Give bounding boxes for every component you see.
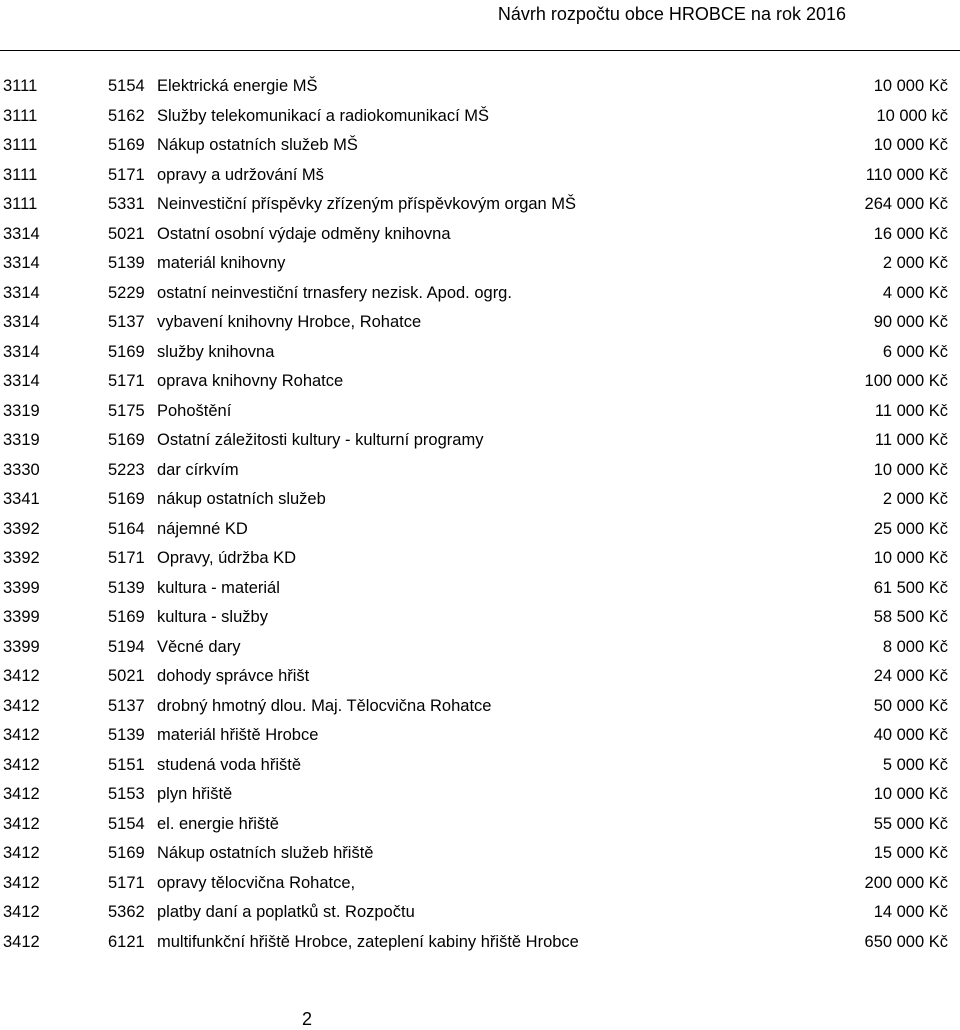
item-name-cell: Věcné dary — [157, 637, 241, 656]
table-row — [0, 308, 960, 338]
amount-cell: 14 000 Kč — [873, 903, 948, 921]
paragraf-cell: 3399 — [3, 637, 40, 656]
paragraf-cell: 3412 — [3, 785, 40, 803]
polozka-cell: 5153 — [108, 785, 145, 803]
paragraf-cell: 3392 — [3, 519, 40, 538]
amount-cell: 25 000 Kč — [873, 519, 948, 538]
table-row — [0, 102, 960, 132]
amount-cell: 11 000 Kč — [874, 401, 948, 420]
paragraf-cell: 3314 — [3, 283, 40, 302]
budget-table — [0, 72, 960, 957]
amount-cell: 11 000 Kč — [874, 431, 948, 449]
amount-cell: 61 500 Kč — [873, 578, 948, 597]
paragraf-cell: 3111 — [3, 77, 38, 95]
amount-cell: 10 000 kč — [876, 106, 948, 125]
table-row — [0, 485, 960, 515]
paragraf-cell: 3111 — [3, 165, 38, 184]
paragraf-cell: 3412 — [3, 873, 40, 892]
item-name-cell: Ostatní záležitosti kultury - kulturní programy — [157, 431, 484, 449]
item-name-cell: vybavení knihovny Hrobce, Rohatce — [157, 313, 422, 331]
amount-cell: 24 000 Kč — [873, 667, 948, 685]
amount-cell: 10 000 Kč — [873, 785, 948, 803]
polozka-cell: 6121 — [108, 932, 145, 951]
table-row — [0, 190, 960, 220]
paragraf-cell: 3412 — [3, 696, 40, 715]
paragraf-cell: 3392 — [3, 549, 40, 567]
table-row — [0, 574, 960, 604]
table-row — [0, 544, 960, 574]
amount-cell: 5 000 Kč — [882, 755, 948, 774]
table-row — [0, 662, 960, 692]
polozka-cell: 5169 — [108, 608, 145, 626]
item-name-cell: materiál knihovny — [157, 254, 286, 272]
amount-cell: 58 500 Kč — [873, 608, 948, 626]
amount-cell: 10 000 Kč — [873, 77, 948, 95]
amount-cell: 4 000 Kč — [882, 283, 948, 302]
amount-cell: 650 000 Kč — [864, 932, 948, 951]
amount-cell: 2 000 Kč — [882, 254, 948, 272]
polozka-cell: 5223 — [108, 460, 145, 479]
table-row — [0, 279, 960, 309]
polozka-cell: 5331 — [108, 195, 145, 213]
amount-cell: 10 000 Kč — [873, 460, 948, 479]
item-name-cell: platby daní a poplatků st. Rozpočtu — [157, 903, 415, 921]
paragraf-cell: 3319 — [3, 401, 40, 420]
item-name-cell: Služby telekomunikací a radiokomunikací MŠ — [157, 106, 489, 125]
amount-cell: 110 000 Kč — [865, 165, 948, 184]
item-name-cell: Nákup ostatních služeb MŠ — [157, 136, 358, 154]
amount-cell: 8 000 Kč — [882, 637, 948, 656]
item-name-cell: drobný hmotný dlou. Maj. Tělocvična Rohatce — [157, 696, 492, 715]
amount-cell: 50 000 Kč — [873, 696, 948, 715]
item-name-cell: Ostatní osobní výdaje odměny knihovna — [157, 224, 451, 243]
amount-cell: 6 000 Kč — [882, 342, 948, 361]
paragraf-cell: 3314 — [3, 313, 40, 331]
table-row — [0, 898, 960, 928]
paragraf-cell: 3314 — [3, 372, 40, 390]
paragraf-cell: 3412 — [3, 667, 40, 685]
table-row — [0, 603, 960, 633]
table-row — [0, 72, 960, 102]
table-row — [0, 869, 960, 899]
polozka-cell: 5229 — [108, 283, 145, 302]
paragraf-cell: 3319 — [3, 431, 40, 449]
table-row — [0, 220, 960, 250]
polozka-cell: 5021 — [108, 667, 145, 685]
paragraf-cell: 3399 — [3, 608, 40, 626]
amount-cell: 200 000 Kč — [864, 873, 948, 892]
polozka-cell: 5139 — [108, 726, 145, 744]
amount-cell: 10 000 Kč — [873, 136, 948, 154]
paragraf-cell: 3412 — [3, 903, 40, 921]
polozka-cell: 5169 — [108, 431, 145, 449]
paragraf-cell: 3314 — [3, 254, 40, 272]
paragraf-cell: 3341 — [3, 490, 40, 508]
item-name-cell: kultura - služby — [157, 608, 268, 626]
polozka-cell: 5162 — [108, 106, 145, 125]
polozka-cell: 5169 — [108, 490, 145, 508]
table-row — [0, 161, 960, 191]
polozka-cell: 5169 — [108, 136, 145, 154]
amount-cell: 100 000 Kč — [864, 372, 948, 390]
amount-cell: 16 000 Kč — [873, 224, 948, 243]
polozka-cell: 5164 — [108, 519, 145, 538]
item-name-cell: Opravy, údržba KD — [157, 549, 297, 567]
amount-cell: 40 000 Kč — [873, 726, 948, 744]
paragraf-cell: 3412 — [3, 932, 40, 951]
table-row — [0, 839, 960, 869]
table-row — [0, 131, 960, 161]
paragraf-cell: 3412 — [3, 755, 40, 774]
paragraf-cell: 3330 — [3, 460, 40, 479]
page-header — [0, 0, 960, 51]
document-title: Návrh rozpočtu obce HROBCE na rok 2016 — [497, 4, 846, 24]
item-name-cell: studená voda hřiště — [157, 755, 302, 774]
amount-cell: 264 000 Kč — [864, 195, 948, 213]
table-row — [0, 367, 960, 397]
paragraf-cell: 3111 — [3, 106, 38, 125]
item-name-cell: Neinvestiční příspěvky zřízeným příspěvkovým organ MŠ — [157, 195, 577, 213]
amount-cell: 15 000 Kč — [873, 844, 948, 862]
table-row — [0, 692, 960, 722]
table-row — [0, 515, 960, 545]
polozka-cell: 5139 — [108, 254, 145, 272]
item-name-cell: dohody správce hřišt — [157, 667, 310, 685]
item-name-cell: multifunkční hřiště Hrobce, zateplení kabiny hřiště Hrobce — [157, 932, 579, 951]
polozka-cell: 5175 — [108, 401, 145, 420]
amount-cell: 10 000 Kč — [873, 549, 948, 567]
amount-cell: 2 000 Kč — [882, 490, 948, 508]
table-row — [0, 633, 960, 663]
paragraf-cell: 3412 — [3, 844, 40, 862]
table-row — [0, 721, 960, 751]
amount-cell: 90 000 Kč — [873, 313, 948, 331]
table-row — [0, 456, 960, 486]
item-name-cell: el. energie hřiště — [157, 814, 279, 833]
page-number-label: 2 — [301, 1009, 312, 1029]
table-row — [0, 397, 960, 427]
item-name-cell: plyn hřiště — [157, 785, 233, 803]
item-name-cell: Elektrická energie MŠ — [157, 77, 318, 95]
table-row — [0, 426, 960, 456]
polozka-cell: 5362 — [108, 903, 145, 921]
item-name-cell: Pohoštění — [157, 401, 232, 420]
polozka-cell: 5171 — [108, 372, 145, 390]
paragraf-cell: 3111 — [3, 136, 38, 154]
item-name-cell: opravy a udržování Mš — [157, 165, 324, 184]
table-row — [0, 751, 960, 781]
polozka-cell: 5194 — [108, 637, 145, 656]
table-row — [0, 338, 960, 368]
polozka-cell: 5154 — [108, 814, 145, 833]
polozka-cell: 5137 — [108, 696, 145, 715]
paragraf-cell: 3399 — [3, 578, 40, 597]
item-name-cell: opravy tělocvična Rohatce, — [157, 873, 356, 892]
paragraf-cell: 3412 — [3, 726, 40, 744]
polozka-cell: 5169 — [108, 342, 145, 361]
item-name-cell: materiál hřiště Hrobce — [157, 726, 319, 744]
polozka-cell: 5154 — [108, 77, 145, 95]
item-name-cell: nákup ostatních služeb — [157, 490, 326, 508]
polozka-cell: 5139 — [108, 578, 145, 597]
polozka-cell: 5171 — [108, 165, 145, 184]
item-name-cell: nájemné KD — [157, 519, 248, 538]
page-number — [0, 1008, 960, 1030]
polozka-cell: 5151 — [108, 755, 145, 774]
item-name-cell: kultura - materiál — [157, 578, 280, 597]
paragraf-cell: 3111 — [3, 195, 38, 213]
polozka-cell: 5169 — [108, 844, 145, 862]
item-name-cell: dar církvím — [157, 460, 239, 479]
paragraf-cell: 3412 — [3, 814, 40, 833]
paragraf-cell: 3314 — [3, 224, 40, 243]
item-name-cell: oprava knihovny Rohatce — [157, 372, 344, 390]
paragraf-cell: 3314 — [3, 342, 40, 361]
polozka-cell: 5137 — [108, 313, 145, 331]
table-row — [0, 249, 960, 279]
polozka-cell: 5171 — [108, 873, 145, 892]
item-name-cell: ostatní neinvestiční trnasfery nezisk. Apod. ogrg. — [157, 283, 512, 302]
amount-cell: 55 000 Kč — [873, 814, 948, 833]
table-row — [0, 810, 960, 840]
item-name-cell: služby knihovna — [157, 342, 275, 361]
polozka-cell: 5021 — [108, 224, 145, 243]
item-name-cell: Nákup ostatních služeb hřiště — [157, 844, 374, 862]
table-row — [0, 928, 960, 958]
polozka-cell: 5171 — [108, 549, 145, 567]
table-row — [0, 780, 960, 810]
